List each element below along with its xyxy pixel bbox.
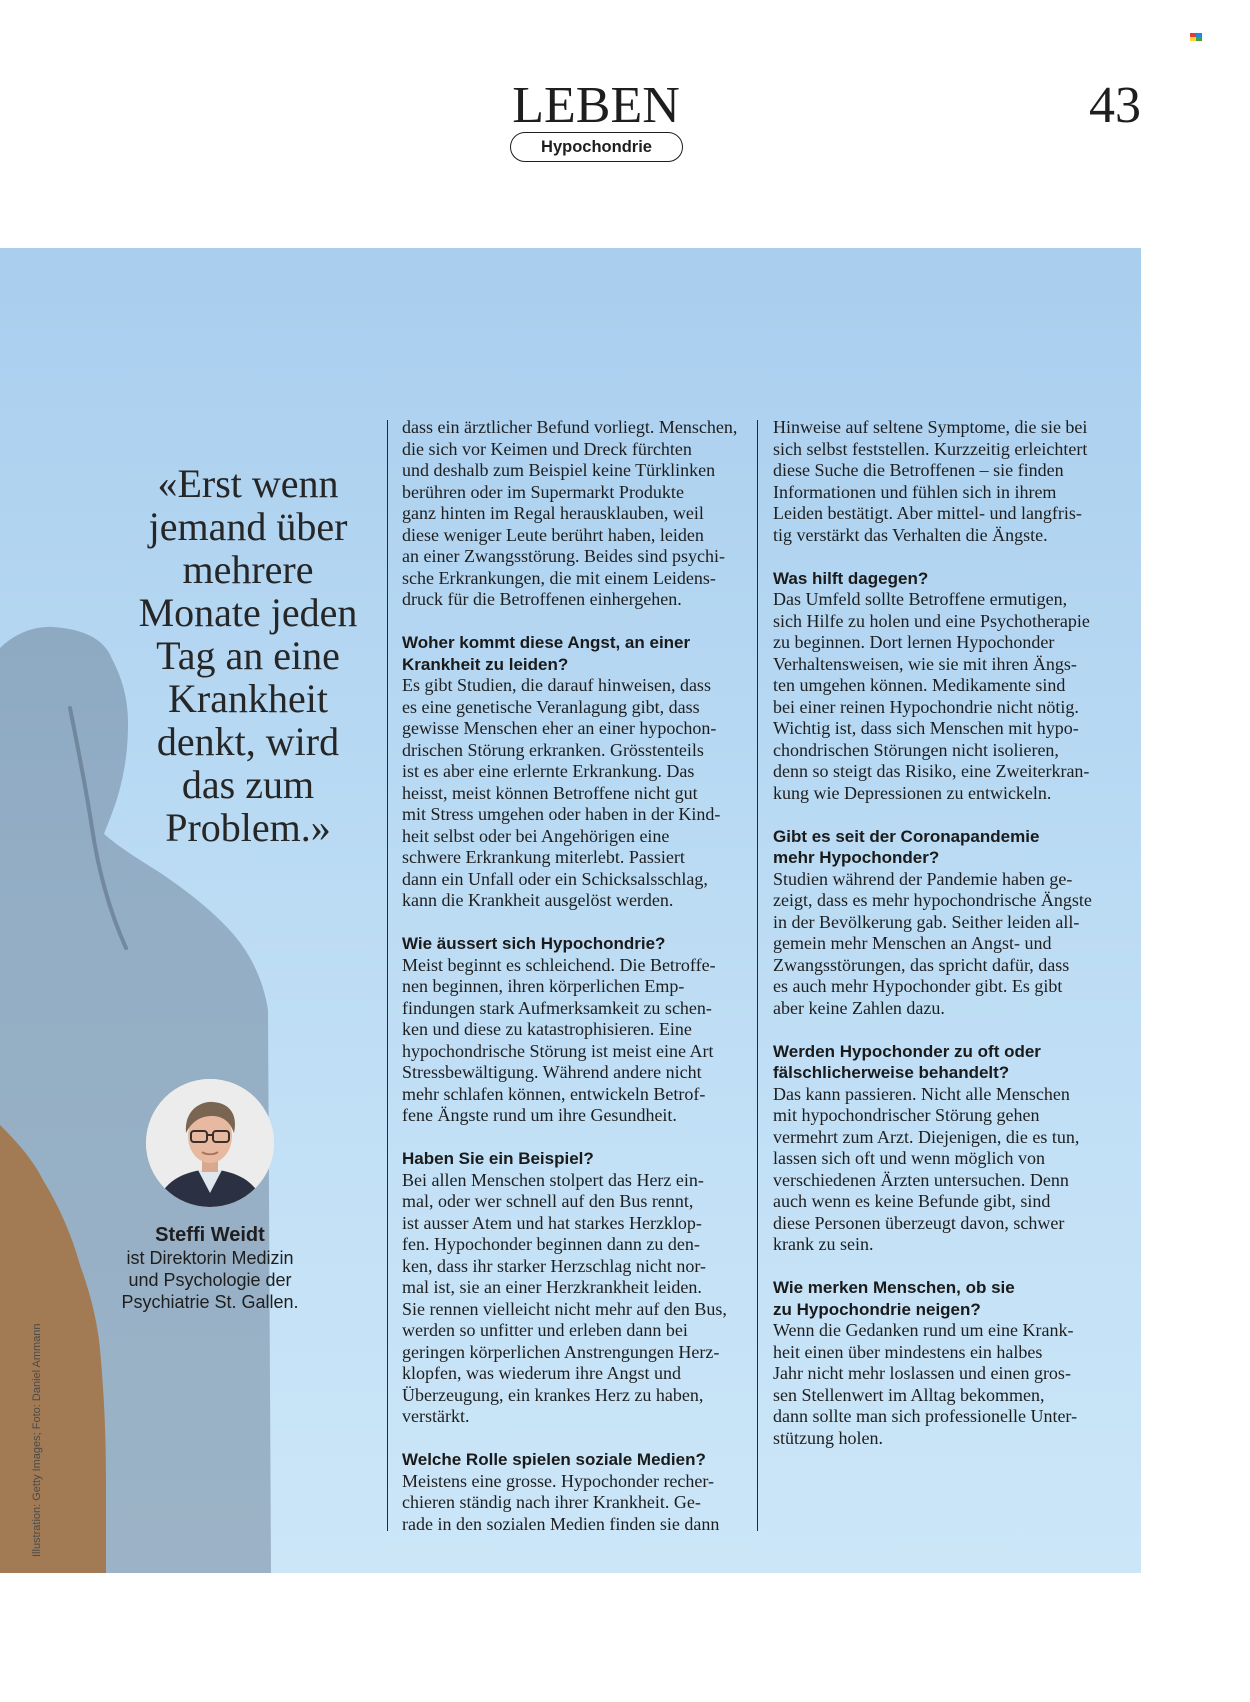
expert-name: Steffi Weidt <box>155 1224 265 1246</box>
section-heading-line: Krankheit zu leiden? <box>402 654 569 674</box>
body-text-line: verschiedenen Ärzten untersuchen. Denn <box>773 1169 1069 1190</box>
section-heading-line: Gibt es seit der Coronapandemie <box>773 826 1040 846</box>
reg-mark-green <box>1196 37 1202 41</box>
body-text-line: Bei allen Menschen stolpert das Herz ein- <box>402 1169 704 1190</box>
body-text-line: es eine genetische Veranlagung gibt, dass <box>402 696 700 717</box>
body-text-line: krank zu sein. <box>773 1234 874 1254</box>
body-text-line: fen. Hypochonder beginnen dann zu den- <box>402 1234 700 1254</box>
body-text-line: Wenn die Gedanken rund um eine Krank- <box>773 1320 1074 1340</box>
body-text-line: diese Suche die Betroffenen – sie finden <box>773 460 1064 480</box>
body-text-line: verstärkt. <box>402 1406 470 1426</box>
pull-quote-line: denkt, wird <box>156 719 340 764</box>
body-text-line: schwere Erkrankung miterlebt. Passiert <box>402 847 685 867</box>
pull-quote-line: «Erst wenn <box>157 461 339 506</box>
body-text-line: druck für die Betroffenen einhergehen. <box>402 589 682 609</box>
body-text-line: berühren oder im Supermarkt Produkte <box>402 481 684 502</box>
body-text-line: ken, dass ihr starker Herzschlag nicht nor- <box>402 1255 707 1276</box>
expert-bio-line: Psychiatrie St. Gallen. <box>121 1291 299 1312</box>
body-text-line: die sich vor Keimen und Dreck fürchten <box>402 438 692 459</box>
expert-avatar <box>146 1079 274 1207</box>
body-text-line: ganz hinten im Regal herausklauben, weil <box>402 503 704 523</box>
body-text-line: mehr schlafen können, entwickeln Betrof- <box>402 1083 706 1104</box>
body-text-line: Hinweise auf seltene Symptome, die sie bei <box>773 417 1088 437</box>
body-text-line: mal, oder wer schnell auf den Bus rennt, <box>402 1191 694 1211</box>
expert-bio-line: und Psychologie der <box>128 1269 292 1290</box>
article-column-1 <box>402 417 752 1535</box>
body-text-line: tig verstärkt das Verhalten die Ängste. <box>773 524 1048 545</box>
body-text-line: an einer Zwangsstörung. Beides sind psychi- <box>402 546 725 566</box>
body-text-line: Das kann passieren. Nicht alle Menschen <box>773 1083 1070 1104</box>
pull-quote-line: Krankheit <box>168 676 328 721</box>
body-text-line: diese weniger Leute berührt haben, leiden <box>402 524 704 545</box>
body-text-line: diese Personen überzeugt davon, schwer <box>773 1212 1065 1233</box>
body-text-line: nen beginnen, ihren körperlichen Emp- <box>402 976 685 996</box>
body-text-line: heit selbst oder bei Angehörigen eine <box>402 825 670 846</box>
body-text-line: zu beginnen. Dort lernen Hypochonder <box>773 632 1055 652</box>
body-text-line: gemein mehr Menschen an Angst- und <box>773 933 1052 953</box>
paragraph-spacer <box>773 1019 1135 1041</box>
expert-bio <box>80 1248 340 1313</box>
body-text-line: hypochondrische Störung ist meist eine Art <box>402 1040 714 1061</box>
section-heading-line: zu Hypochondrie neigen? <box>773 1299 981 1319</box>
body-text-line: und deshalb zum Beispiel keine Türklinken <box>402 460 716 480</box>
section-heading-line: mehr Hypochonder? <box>773 848 940 867</box>
body-text-line: Studien während der Pandemie haben ge- <box>773 868 1073 889</box>
body-text-line: ist ausser Atem und hat starkes Herzklop- <box>402 1212 702 1233</box>
article-column-2 <box>773 417 1135 1449</box>
section-heading-line: Woher kommt diese Angst, an einer <box>402 633 691 652</box>
body-text-line: ten umgehen können. Medikamente sind <box>773 675 1066 695</box>
body-text-line: findungen stark Aufmerksamkeit zu schen- <box>402 997 712 1018</box>
body-text-line: fene Ängste rund um ihre Gesundheit. <box>402 1105 677 1125</box>
topic-tag-label: Hypochondrie <box>541 137 652 156</box>
image-credit: Illustration: Getty Images; Foto: Daniel Ammann <box>31 1323 43 1557</box>
paragraph-spacer <box>773 1256 1135 1278</box>
body-text-line: es auch mehr Hypochonder gibt. Es gibt <box>773 976 1063 996</box>
section-heading-line: Welche Rolle spielen soziale Medien? <box>402 1450 706 1469</box>
paragraph-spacer <box>402 1428 752 1450</box>
section-heading-line: Wie äussert sich Hypochondrie? <box>402 934 666 953</box>
body-text-line: Meist beginnt es schleichend. Die Betroffe- <box>402 954 716 975</box>
pull-quote-line: jemand über <box>148 504 348 549</box>
pull-quote-line: Monate jeden <box>138 590 358 635</box>
column-rule-2 <box>757 420 758 1531</box>
body-text-line: drischen Störung erkranken. Grösstenteils <box>402 739 704 760</box>
expert-bio-line: ist Direktorin Medizin <box>126 1248 294 1268</box>
body-text-line: lassen sich oft und wenn möglich von <box>773 1148 1045 1168</box>
body-text-line: dass ein ärztlicher Befund vorliegt. Menschen, <box>402 417 738 437</box>
body-text-line: in der Bevölkerung gab. Seither leiden all- <box>773 911 1080 932</box>
body-text-line: Überzeugung, ein krankes Herz zu haben, <box>402 1384 704 1405</box>
body-text-line: dann ein Unfall oder ein Schicksalsschlag, <box>402 868 708 889</box>
author-portrait <box>146 1079 274 1207</box>
paragraph-spacer <box>773 546 1135 568</box>
body-text-line: Zwangsstörungen, das spricht dafür, dass <box>773 954 1070 975</box>
body-text-line: klopfen, was wiederum ihre Angst und <box>402 1363 681 1383</box>
body-text-line: aber keine Zahlen dazu. <box>773 997 945 1018</box>
color-registration-mark <box>1190 33 1202 41</box>
body-text-line: geringen körperlichen Anstrengungen Herz- <box>402 1341 720 1362</box>
body-text-line: Informationen und fühlen sich in ihrem <box>773 481 1057 502</box>
body-text-line: mit Stress umgehen oder haben in der Kind- <box>402 804 721 824</box>
pull-quote-line: das zum <box>181 762 315 807</box>
pull-quote <box>100 462 396 849</box>
body-text-line: chieren ständig nach ihrer Krankheit. Ge- <box>402 1492 701 1512</box>
body-text-line: Es gibt Studien, die darauf hinweisen, dass <box>402 675 711 695</box>
body-text-line: vermehrt zum Arzt. Diejenigen, die es tun, <box>773 1126 1080 1147</box>
paragraph-spacer <box>402 1127 752 1149</box>
body-text-line: sen Stellenwert im Alltag bekommen, <box>773 1384 1045 1405</box>
paragraph-spacer <box>773 804 1135 826</box>
section-title: LEBEN <box>512 77 680 134</box>
body-text-line: dann sollte man sich professionelle Unter- <box>773 1406 1078 1426</box>
paragraph-spacer <box>402 912 752 934</box>
body-text-line: zeigt, dass es mehr hypochondrische Ängste <box>773 890 1092 910</box>
section-heading-line: Was hilft dagegen? <box>773 568 929 588</box>
body-text-line: heisst, meist können Betroffene nicht gut <box>402 782 698 803</box>
paragraph-spacer <box>402 611 752 633</box>
section-heading-line: Wie merken Menschen, ob sie <box>773 1278 1015 1297</box>
body-text-line: ist es aber eine erlernte Erkrankung. Das <box>402 761 695 781</box>
body-text-line: Jahr nicht mehr loslassen und einen gros- <box>773 1363 1071 1383</box>
body-text-line: Sie rennen vielleicht nicht mehr auf den Bus, <box>402 1298 727 1319</box>
body-text-line: Verhaltensweisen, wie sie mit ihren Ängs- <box>773 653 1077 674</box>
body-text-line: Das Umfeld sollte Betroffene ermutigen, <box>773 589 1068 609</box>
pull-quote-line: mehrere <box>182 547 314 592</box>
body-text-line: mit hypochondrischer Störung gehen <box>773 1105 1040 1125</box>
body-text-line: Wichtig ist, dass sich Menschen mit hypo- <box>773 718 1079 738</box>
body-text-line: sich selbst feststellen. Kurzzeitig erleichtert <box>773 438 1088 459</box>
section-heading-line: Haben Sie ein Beispiel? <box>402 1149 594 1168</box>
body-text-line: ken und diese zu katastrophisieren. Eine <box>402 1019 692 1039</box>
body-text-line: stützung holen. <box>773 1427 883 1448</box>
section-heading-line: Werden Hypochonder zu oft oder <box>773 1041 1041 1061</box>
pull-quote-line: Problem.» <box>165 805 331 850</box>
body-text-line: kung wie Depressionen zu entwickeln. <box>773 782 1052 803</box>
body-text-line: sich Hilfe zu holen und eine Psychotherapie <box>773 610 1090 631</box>
body-text-line: kann die Krankheit ausgelöst werden. <box>402 890 674 910</box>
silhouette-illustration <box>0 248 300 1573</box>
pull-quote-line: Tag an eine <box>156 633 340 678</box>
body-text-line: Meistens eine grosse. Hypochonder recher- <box>402 1470 715 1491</box>
topic-tag <box>510 132 683 162</box>
body-text-line: mal ist, sie an einer Herzkrankheit leiden. <box>402 1277 702 1297</box>
column-rule-1 <box>387 420 388 1531</box>
body-text-line: rade in den sozialen Medien finden sie dann <box>402 1513 720 1534</box>
body-text-line: chondrischen Störungen nicht isolieren, <box>773 739 1059 760</box>
body-text-line: denn so steigt das Risiko, eine Zweiterkran- <box>773 761 1090 781</box>
body-text-line: werden so unfitter und erleben dann bei <box>402 1320 688 1340</box>
body-text-line: bei einer reinen Hypochondrie nicht nötig. <box>773 696 1079 717</box>
body-text-line: gewisse Menschen eher an einer hypochon- <box>402 718 717 738</box>
body-text-line: Stressbewältigung. Während andere nicht <box>402 1062 702 1082</box>
page-number: 43 <box>1089 77 1141 134</box>
body-text-line: auch wenn es keine Befunde gibt, sind <box>773 1191 1051 1211</box>
section-heading-line: fälschlicherweise behandelt? <box>773 1063 1010 1082</box>
body-text-line: Leiden bestätigt. Aber mittel- und langfris- <box>773 503 1082 523</box>
body-text-line: heit einen über mindestens ein halbes <box>773 1341 1043 1362</box>
body-text-line: sche Erkrankungen, die mit einem Leidens- <box>402 567 716 588</box>
